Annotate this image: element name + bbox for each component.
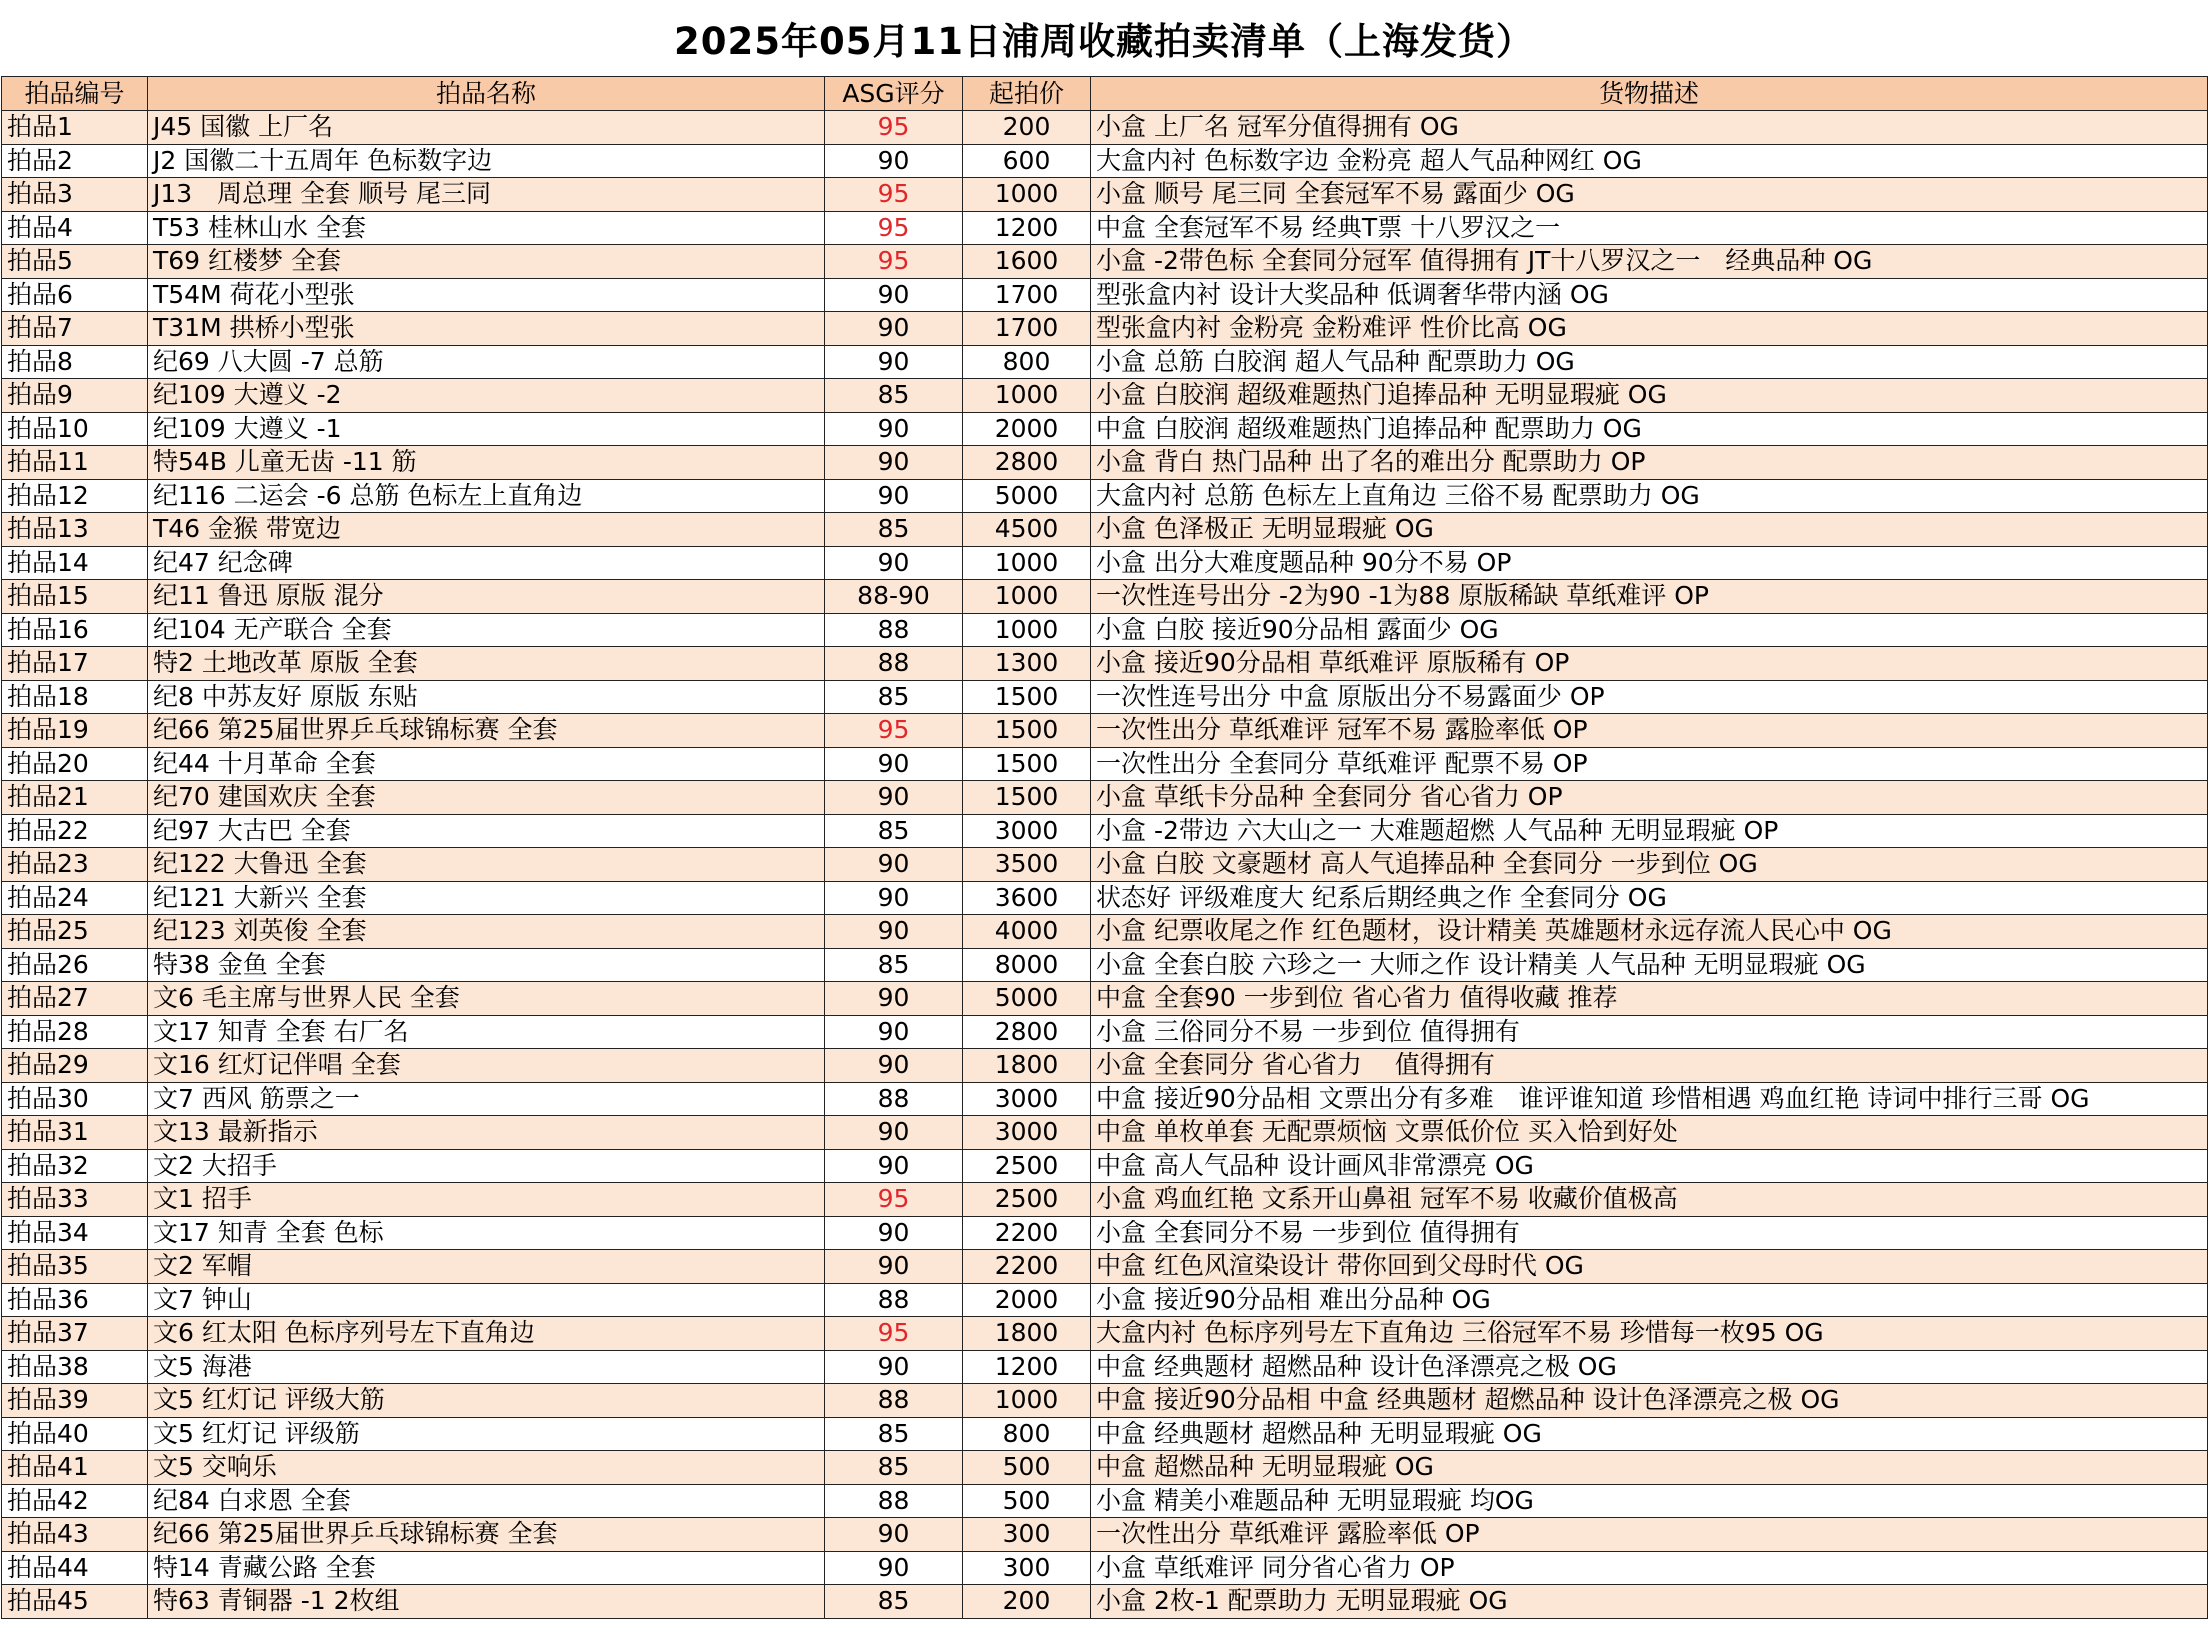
starting-price-cell: 3000 [963, 1082, 1091, 1116]
lot-description-cell: 小盒 上厂名 冠军分值得拥有 OG [1091, 111, 2208, 145]
lot-description-cell: 型张盒内衬 设计大奖品种 低调奢华带内涵 OG [1091, 278, 2208, 312]
starting-price-cell: 1500 [963, 680, 1091, 714]
lot-description-cell: 小盒 草纸难评 同分省心省力 OP [1091, 1551, 2208, 1585]
starting-price-cell: 1200 [963, 211, 1091, 245]
lot-name-cell: 特38 金鱼 全套 [148, 948, 825, 982]
starting-price-cell: 2000 [963, 1283, 1091, 1317]
lot-number-cell: 拍品7 [2, 312, 148, 346]
starting-price-cell: 1600 [963, 245, 1091, 279]
lot-name-cell: 纪121 大新兴 全套 [148, 881, 825, 915]
lot-description-cell: 小盒 白胶 文豪题材 高人气追捧品种 全套同分 一步到位 OG [1091, 848, 2208, 882]
lot-description-cell: 小盒 出分大难度题品种 90分不易 OP [1091, 546, 2208, 580]
table-row [2, 1283, 2208, 1317]
lot-number-cell: 拍品17 [2, 647, 148, 681]
table-row [2, 1082, 2208, 1116]
table-row [2, 580, 2208, 614]
asg-grade-cell: 95 [825, 211, 963, 245]
lot-number-cell: 拍品40 [2, 1417, 148, 1451]
asg-grade-cell: 90 [825, 278, 963, 312]
asg-grade-cell: 90 [825, 1116, 963, 1150]
starting-price-cell: 5000 [963, 982, 1091, 1016]
asg-grade-cell: 90 [825, 781, 963, 815]
header-grade: ASG评分 [825, 77, 963, 111]
lot-name-cell: 文7 西风 筋票之一 [148, 1082, 825, 1116]
starting-price-cell: 1700 [963, 312, 1091, 346]
asg-grade-cell: 90 [825, 1149, 963, 1183]
lot-number-cell: 拍品34 [2, 1216, 148, 1250]
lot-number-cell: 拍品33 [2, 1183, 148, 1217]
table-header-row [2, 77, 2208, 111]
starting-price-cell: 3000 [963, 814, 1091, 848]
table-row [2, 1317, 2208, 1351]
asg-grade-cell: 90 [825, 412, 963, 446]
lot-name-cell: 文6 红太阳 色标序列号左下直角边 [148, 1317, 825, 1351]
lot-name-cell: 文13 最新指示 [148, 1116, 825, 1150]
starting-price-cell: 1500 [963, 781, 1091, 815]
header-name: 拍品名称 [148, 77, 825, 111]
lot-name-cell: 纪97 大古巴 全套 [148, 814, 825, 848]
lot-number-cell: 拍品25 [2, 915, 148, 949]
table-row [2, 1350, 2208, 1384]
table-row [2, 1015, 2208, 1049]
lot-description-cell: 小盒 全套同分 省心省力 值得拥有 [1091, 1049, 2208, 1083]
lot-number-cell: 拍品23 [2, 848, 148, 882]
asg-grade-cell: 95 [825, 714, 963, 748]
starting-price-cell: 600 [963, 144, 1091, 178]
starting-price-cell: 1700 [963, 278, 1091, 312]
lot-name-cell: 特2 土地改革 原版 全套 [148, 647, 825, 681]
asg-grade-cell: 90 [825, 1250, 963, 1284]
table-row [2, 680, 2208, 714]
table-row [2, 178, 2208, 212]
lot-number-cell: 拍品26 [2, 948, 148, 982]
page-title: 2025年05月11日浦周收藏拍卖清单（上海发货） [674, 20, 1534, 63]
table-row [2, 647, 2208, 681]
lot-name-cell: 纪104 无产联合 全套 [148, 613, 825, 647]
starting-price-cell: 2200 [963, 1216, 1091, 1250]
table-row [2, 881, 2208, 915]
lot-name-cell: 文2 大招手 [148, 1149, 825, 1183]
lot-number-cell: 拍品14 [2, 546, 148, 580]
lot-number-cell: 拍品11 [2, 446, 148, 480]
header-desc: 货物描述 [1091, 77, 2208, 111]
starting-price-cell: 200 [963, 1585, 1091, 1619]
asg-grade-cell: 85 [825, 948, 963, 982]
lot-description-cell: 中盒 超燃品种 无明显瑕疵 OG [1091, 1451, 2208, 1485]
lot-description-cell: 中盒 全套90 一步到位 省心省力 值得收藏 推荐 [1091, 982, 2208, 1016]
table-row [2, 1585, 2208, 1619]
lot-name-cell: 纪8 中苏友好 原版 东贴 [148, 680, 825, 714]
lot-number-cell: 拍品43 [2, 1518, 148, 1552]
asg-grade-cell: 85 [825, 379, 963, 413]
table-row [2, 412, 2208, 446]
asg-grade-cell: 88 [825, 1484, 963, 1518]
starting-price-cell: 300 [963, 1518, 1091, 1552]
lot-name-cell: T54M 荷花小型张 [148, 278, 825, 312]
starting-price-cell: 4500 [963, 513, 1091, 547]
lot-number-cell: 拍品37 [2, 1317, 148, 1351]
table-row [2, 1551, 2208, 1585]
lot-name-cell: 纪69 八大圆 -7 总筋 [148, 345, 825, 379]
asg-grade-cell: 90 [825, 345, 963, 379]
lot-description-cell: 小盒 接近90分品相 难出分品种 OG [1091, 1283, 2208, 1317]
lot-number-cell: 拍品35 [2, 1250, 148, 1284]
lot-name-cell: 纪66 第25届世界乒乓球锦标赛 全套 [148, 714, 825, 748]
auction-table [1, 76, 2208, 1619]
lot-description-cell: 中盒 全套冠军不易 经典T票 十八罗汉之一 [1091, 211, 2208, 245]
lot-description-cell: 大盒内衬 色标数字边 金粉亮 超人气品种网红 OG [1091, 144, 2208, 178]
starting-price-cell: 1000 [963, 613, 1091, 647]
asg-grade-cell: 85 [825, 1417, 963, 1451]
table-row [2, 245, 2208, 279]
lot-number-cell: 拍品1 [2, 111, 148, 145]
asg-grade-cell: 90 [825, 479, 963, 513]
asg-grade-cell: 85 [825, 513, 963, 547]
lot-description-cell: 小盒 顺号 尾三同 全套冠军不易 露面少 OG [1091, 178, 2208, 212]
lot-number-cell: 拍品3 [2, 178, 148, 212]
lot-description-cell: 一次性连号出分 中盒 原版出分不易露面少 OP [1091, 680, 2208, 714]
lot-number-cell: 拍品41 [2, 1451, 148, 1485]
lot-description-cell: 小盒 白胶润 超级难题热门追捧品种 无明显瑕疵 OG [1091, 379, 2208, 413]
lot-description-cell: 小盒 纪票收尾之作 红色题材，设计精美 英雄题材永远存流人民心中 OG [1091, 915, 2208, 949]
starting-price-cell: 2200 [963, 1250, 1091, 1284]
lot-name-cell: 纪11 鲁迅 原版 混分 [148, 580, 825, 614]
starting-price-cell: 500 [963, 1484, 1091, 1518]
lot-name-cell: 特14 青藏公路 全套 [148, 1551, 825, 1585]
lot-number-cell: 拍品21 [2, 781, 148, 815]
table-row [2, 613, 2208, 647]
asg-grade-cell: 90 [825, 747, 963, 781]
asg-grade-cell: 85 [825, 680, 963, 714]
starting-price-cell: 1500 [963, 714, 1091, 748]
header-price: 起拍价 [963, 77, 1091, 111]
asg-grade-cell: 88 [825, 1384, 963, 1418]
lot-name-cell: J45 国徽 上厂名 [148, 111, 825, 145]
lot-number-cell: 拍品31 [2, 1116, 148, 1150]
lot-description-cell: 一次性出分 草纸难评 冠军不易 露脸率低 OP [1091, 714, 2208, 748]
lot-number-cell: 拍品18 [2, 680, 148, 714]
lot-name-cell: 文5 交响乐 [148, 1451, 825, 1485]
table-row [2, 1518, 2208, 1552]
lot-description-cell: 小盒 -2带边 六大山之一 大难题超燃 人气品种 无明显瑕疵 OP [1091, 814, 2208, 848]
lot-description-cell: 小盒 精美小难题品种 无明显瑕疵 均OG [1091, 1484, 2208, 1518]
asg-grade-cell: 90 [825, 1015, 963, 1049]
table-row [2, 345, 2208, 379]
starting-price-cell: 1500 [963, 747, 1091, 781]
asg-grade-cell: 88 [825, 1082, 963, 1116]
starting-price-cell: 800 [963, 1417, 1091, 1451]
lot-description-cell: 小盒 背白 热门品种 出了名的难出分 配票助力 OP [1091, 446, 2208, 480]
asg-grade-cell: 90 [825, 1049, 963, 1083]
asg-grade-cell: 88 [825, 1283, 963, 1317]
lot-description-cell: 小盒 2枚-1 配票助力 无明显瑕疵 OG [1091, 1585, 2208, 1619]
table-row [2, 111, 2208, 145]
lot-name-cell: 纪122 大鲁迅 全套 [148, 848, 825, 882]
table-row [2, 513, 2208, 547]
lot-name-cell: 纪44 十月革命 全套 [148, 747, 825, 781]
lot-number-cell: 拍品19 [2, 714, 148, 748]
lot-description-cell: 小盒 白胶 接近90分品相 露面少 OG [1091, 613, 2208, 647]
asg-grade-cell: 90 [825, 546, 963, 580]
lot-name-cell: T31M 拱桥小型张 [148, 312, 825, 346]
lot-number-cell: 拍品6 [2, 278, 148, 312]
lot-number-cell: 拍品42 [2, 1484, 148, 1518]
lot-name-cell: 文5 海港 [148, 1350, 825, 1384]
table-row [2, 1116, 2208, 1150]
asg-grade-cell: 88 [825, 647, 963, 681]
asg-grade-cell: 90 [825, 1551, 963, 1585]
lot-description-cell: 中盒 单枚单套 无配票烦恼 文票低价位 买入恰到好处 [1091, 1116, 2208, 1150]
lot-number-cell: 拍品27 [2, 982, 148, 1016]
lot-name-cell: 文1 招手 [148, 1183, 825, 1217]
lot-name-cell: 纪109 大遵义 -1 [148, 412, 825, 446]
lot-number-cell: 拍品22 [2, 814, 148, 848]
lot-description-cell: 大盒内衬 总筋 色标左上直角边 三俗不易 配票助力 OG [1091, 479, 2208, 513]
asg-grade-cell: 90 [825, 1350, 963, 1384]
asg-grade-cell: 90 [825, 1518, 963, 1552]
table-row [2, 1451, 2208, 1485]
lot-number-cell: 拍品32 [2, 1149, 148, 1183]
lot-name-cell: J13 周总理 全套 顺号 尾三同 [148, 178, 825, 212]
starting-price-cell: 1000 [963, 580, 1091, 614]
starting-price-cell: 1800 [963, 1049, 1091, 1083]
table-row [2, 546, 2208, 580]
starting-price-cell: 2500 [963, 1183, 1091, 1217]
table-row [2, 1417, 2208, 1451]
lot-name-cell: 纪123 刘英俊 全套 [148, 915, 825, 949]
lot-description-cell: 小盒 色泽极正 无明显瑕疵 OG [1091, 513, 2208, 547]
lot-number-cell: 拍品5 [2, 245, 148, 279]
asg-grade-cell: 85 [825, 1585, 963, 1619]
lot-name-cell: 纪66 第25届世界乒乓球锦标赛 全套 [148, 1518, 825, 1552]
starting-price-cell: 3000 [963, 1116, 1091, 1150]
lot-name-cell: 文2 军帽 [148, 1250, 825, 1284]
lot-number-cell: 拍品24 [2, 881, 148, 915]
table-row [2, 982, 2208, 1016]
lot-description-cell: 小盒 三俗同分不易 一步到位 值得拥有 [1091, 1015, 2208, 1049]
lot-description-cell: 小盒 全套同分不易 一步到位 值得拥有 [1091, 1216, 2208, 1250]
starting-price-cell: 2800 [963, 446, 1091, 480]
starting-price-cell: 1200 [963, 1350, 1091, 1384]
table-row [2, 211, 2208, 245]
asg-grade-cell: 95 [825, 1183, 963, 1217]
starting-price-cell: 500 [963, 1451, 1091, 1485]
lot-number-cell: 拍品8 [2, 345, 148, 379]
lot-name-cell: 文16 红灯记伴唱 全套 [148, 1049, 825, 1083]
lot-description-cell: 小盒 鸡血红艳 文系开山鼻祖 冠军不易 收藏价值极高 [1091, 1183, 2208, 1217]
lot-description-cell: 小盒 总筋 白胶润 超人气品种 配票助力 OG [1091, 345, 2208, 379]
lot-name-cell: 特63 青铜器 -1 2枚组 [148, 1585, 825, 1619]
header-num: 拍品编号 [2, 77, 148, 111]
table-row [2, 848, 2208, 882]
asg-grade-cell: 95 [825, 111, 963, 145]
lot-description-cell: 中盒 红色风渲染设计 带你回到父母时代 OG [1091, 1250, 2208, 1284]
starting-price-cell: 3500 [963, 848, 1091, 882]
lot-number-cell: 拍品44 [2, 1551, 148, 1585]
lot-number-cell: 拍品15 [2, 580, 148, 614]
lot-number-cell: 拍品29 [2, 1049, 148, 1083]
lot-description-cell: 中盒 接近90分品相 文票出分有多难 谁评谁知道 珍惜相遇 鸡血红艳 诗词中排行三哥 OG [1091, 1082, 2208, 1116]
starting-price-cell: 8000 [963, 948, 1091, 982]
asg-grade-cell: 85 [825, 1451, 963, 1485]
asg-grade-cell: 90 [825, 915, 963, 949]
table-row [2, 781, 2208, 815]
lot-number-cell: 拍品39 [2, 1384, 148, 1418]
lot-name-cell: 文7 钟山 [148, 1283, 825, 1317]
table-row [2, 1183, 2208, 1217]
table-row [2, 714, 2208, 748]
table-row [2, 312, 2208, 346]
table-row [2, 446, 2208, 480]
lot-description-cell: 小盒 -2带色标 全套同分冠军 值得拥有 JT十八罗汉之一 经典品种 OG [1091, 245, 2208, 279]
lot-description-cell: 一次性出分 草纸难评 露脸率低 OP [1091, 1518, 2208, 1552]
table-row [2, 1384, 2208, 1418]
asg-grade-cell: 95 [825, 245, 963, 279]
lot-description-cell: 型张盒内衬 金粉亮 金粉难评 性价比高 OG [1091, 312, 2208, 346]
asg-grade-cell: 95 [825, 178, 963, 212]
lot-number-cell: 拍品10 [2, 412, 148, 446]
lot-number-cell: 拍品30 [2, 1082, 148, 1116]
starting-price-cell: 200 [963, 111, 1091, 145]
lot-name-cell: 纪47 纪念碑 [148, 546, 825, 580]
lot-name-cell: T69 红楼梦 全套 [148, 245, 825, 279]
table-row [2, 1250, 2208, 1284]
lot-description-cell: 大盒内衬 色标序列号左下直角边 三俗冠军不易 珍惜每一枚95 OG [1091, 1317, 2208, 1351]
lot-number-cell: 拍品2 [2, 144, 148, 178]
lot-number-cell: 拍品13 [2, 513, 148, 547]
asg-grade-cell: 90 [825, 982, 963, 1016]
lot-number-cell: 拍品4 [2, 211, 148, 245]
lot-number-cell: 拍品45 [2, 1585, 148, 1619]
starting-price-cell: 2800 [963, 1015, 1091, 1049]
lot-name-cell: T46 金猴 带宽边 [148, 513, 825, 547]
asg-grade-cell: 90 [825, 1216, 963, 1250]
asg-grade-cell: 90 [825, 144, 963, 178]
starting-price-cell: 5000 [963, 479, 1091, 513]
lot-description-cell: 一次性出分 全套同分 草纸难评 配票不易 OP [1091, 747, 2208, 781]
asg-grade-cell: 88 [825, 613, 963, 647]
lot-number-cell: 拍品36 [2, 1283, 148, 1317]
lot-name-cell: 纪109 大遵义 -2 [148, 379, 825, 413]
lot-description-cell: 中盒 高人气品种 设计画风非常漂亮 OG [1091, 1149, 2208, 1183]
starting-price-cell: 300 [963, 1551, 1091, 1585]
table-row [2, 814, 2208, 848]
starting-price-cell: 1300 [963, 647, 1091, 681]
table-row [2, 1149, 2208, 1183]
lot-description-cell: 小盒 接近90分品相 草纸难评 原版稀有 OP [1091, 647, 2208, 681]
table-row [2, 1216, 2208, 1250]
lot-description-cell: 一次性连号出分 -2为90 -1为88 原版稀缺 草纸难评 OP [1091, 580, 2208, 614]
lot-number-cell: 拍品38 [2, 1350, 148, 1384]
asg-grade-cell: 85 [825, 814, 963, 848]
lot-number-cell: 拍品9 [2, 379, 148, 413]
table-row [2, 1484, 2208, 1518]
lot-name-cell: T53 桂林山水 全套 [148, 211, 825, 245]
table-row [2, 747, 2208, 781]
starting-price-cell: 1000 [963, 178, 1091, 212]
asg-grade-cell: 90 [825, 848, 963, 882]
table-row [2, 278, 2208, 312]
lot-description-cell: 小盒 全套白胶 六珍之一 大师之作 设计精美 人气品种 无明显瑕疵 OG [1091, 948, 2208, 982]
lot-name-cell: J2 国徽二十五周年 色标数字边 [148, 144, 825, 178]
table-row [2, 1049, 2208, 1083]
asg-grade-cell: 95 [825, 1317, 963, 1351]
lot-name-cell: 纪84 白求恩 全套 [148, 1484, 825, 1518]
lot-description-cell: 状态好 评级难度大 纪系后期经典之作 全套同分 OG [1091, 881, 2208, 915]
starting-price-cell: 1000 [963, 546, 1091, 580]
starting-price-cell: 800 [963, 345, 1091, 379]
table-row [2, 144, 2208, 178]
lot-number-cell: 拍品20 [2, 747, 148, 781]
lot-name-cell: 文5 红灯记 评级大筋 [148, 1384, 825, 1418]
lot-number-cell: 拍品12 [2, 479, 148, 513]
starting-price-cell: 2500 [963, 1149, 1091, 1183]
lot-name-cell: 纪116 二运会 -6 总筋 色标左上直角边 [148, 479, 825, 513]
lot-description-cell: 小盒 草纸卡分品种 全套同分 省心省力 OP [1091, 781, 2208, 815]
asg-grade-cell: 90 [825, 312, 963, 346]
lot-name-cell: 文6 毛主席与世界人民 全套 [148, 982, 825, 1016]
lot-name-cell: 纪70 建国欢庆 全套 [148, 781, 825, 815]
asg-grade-cell: 90 [825, 881, 963, 915]
lot-description-cell: 中盒 接近90分品相 中盒 经典题材 超燃品种 设计色泽漂亮之极 OG [1091, 1384, 2208, 1418]
lot-number-cell: 拍品28 [2, 1015, 148, 1049]
lot-name-cell: 文17 知青 全套 色标 [148, 1216, 825, 1250]
starting-price-cell: 1000 [963, 1384, 1091, 1418]
asg-grade-cell: 88-90 [825, 580, 963, 614]
starting-price-cell: 1800 [963, 1317, 1091, 1351]
table-row [2, 915, 2208, 949]
lot-description-cell: 中盒 经典题材 超燃品种 无明显瑕疵 OG [1091, 1417, 2208, 1451]
table-row [2, 479, 2208, 513]
starting-price-cell: 2000 [963, 412, 1091, 446]
lot-name-cell: 文17 知青 全套 右厂名 [148, 1015, 825, 1049]
lot-description-cell: 中盒 白胶润 超级难题热门追捧品种 配票助力 OG [1091, 412, 2208, 446]
asg-grade-cell: 90 [825, 446, 963, 480]
lot-name-cell: 特54B 儿童无齿 -11 筋 [148, 446, 825, 480]
starting-price-cell: 3600 [963, 881, 1091, 915]
table-row [2, 948, 2208, 982]
lot-description-cell: 中盒 经典题材 超燃品种 设计色泽漂亮之极 OG [1091, 1350, 2208, 1384]
starting-price-cell: 1000 [963, 379, 1091, 413]
starting-price-cell: 4000 [963, 915, 1091, 949]
lot-number-cell: 拍品16 [2, 613, 148, 647]
table-row [2, 379, 2208, 413]
lot-name-cell: 文5 红灯记 评级筋 [148, 1417, 825, 1451]
